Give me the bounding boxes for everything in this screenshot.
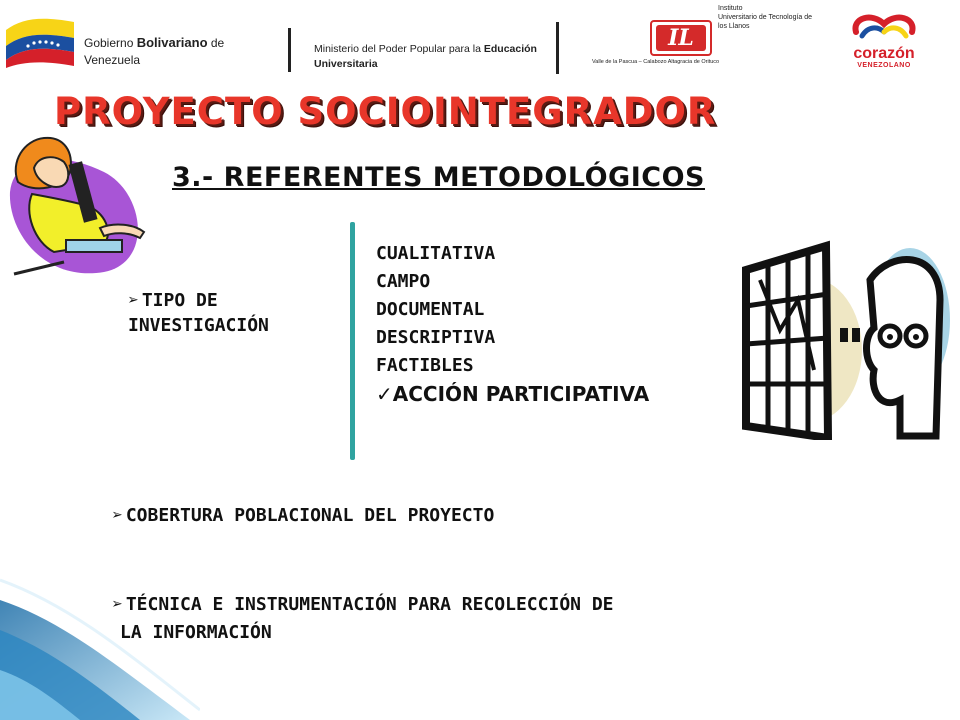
government-label: [84, 34, 244, 69]
research-type-item: DOCUMENTAL: [376, 299, 485, 320]
student-microscope-illustration: [4, 132, 154, 282]
ministry-education: Educación: [483, 43, 537, 55]
technique-line-1: TÉCNICA E INSTRUMENTACIÓN PARA RECOLECCIÓN DE: [125, 594, 614, 615]
arrow-bullet-icon: ➢: [112, 505, 123, 526]
research-type-heading: [128, 288, 269, 338]
institute-campuses: Valle de la Pascua – Calabozo Altagracia de Orituco: [592, 59, 720, 65]
institute-line-3: los Llanos: [718, 23, 750, 30]
ministry-text: Ministerio del Poder Popular para la: [314, 43, 481, 55]
venezuela-flag-icon: [2, 12, 78, 68]
corazon-logo-word: corazón: [853, 45, 915, 62]
header-divider-2: [556, 22, 559, 74]
technique-item: [112, 591, 832, 647]
check-icon: ✓: [376, 382, 393, 406]
research-type-line-1: TIPO DE: [141, 290, 218, 311]
gov-word-venezuela: Venezuela: [84, 53, 141, 67]
brace-divider: [350, 222, 355, 460]
ministry-label: [314, 42, 554, 72]
page-title: PROYECTO SOCIOINTEGRADOR: [54, 90, 717, 133]
iutll-logo-text: IL: [668, 25, 694, 51]
ministry-university: Universitaria: [314, 58, 378, 70]
iutll-logo: [650, 20, 712, 56]
research-type-item: CAMPO: [376, 271, 431, 292]
header-divider-1: [288, 28, 291, 72]
research-type-line-2: INVESTIGACIÓN: [128, 315, 269, 336]
institute-label: [718, 4, 828, 31]
arrow-bullet-icon: ➢: [112, 594, 123, 615]
person-looking-window-illustration: [740, 240, 950, 440]
gov-word-gobierno: Gobierno: [84, 36, 134, 50]
section-subtitle: 3.- REFERENTES METODOLÓGICOS: [172, 162, 705, 193]
gov-word-de: de: [210, 36, 225, 50]
coverage-item: [112, 505, 494, 526]
arrow-bullet-icon: ➢: [128, 290, 139, 311]
heart-logo-icon: [848, 12, 920, 46]
research-type-item: DESCRIPTIVA: [376, 327, 496, 348]
gov-word-bolivariano: Bolivariano: [136, 35, 208, 50]
research-type-selected-label: ACCIÓN PARTICIPATIVA: [392, 382, 650, 406]
technique-line-2: LA INFORMACIÓN: [120, 622, 272, 643]
corazon-logo-subword: VENEZOLANO: [857, 62, 911, 69]
coverage-label: COBERTURA POBLACIONAL DEL PROYECTO: [125, 505, 495, 526]
institute-line-2: Universitario de Tecnología de: [718, 14, 813, 21]
research-type-item: CUALITATIVA: [376, 243, 496, 264]
research-type-item: FACTIBLES: [376, 355, 474, 376]
research-types-list: [376, 240, 649, 408]
research-type-selected: [376, 380, 649, 408]
institute-line-1: Instituto: [718, 5, 743, 12]
